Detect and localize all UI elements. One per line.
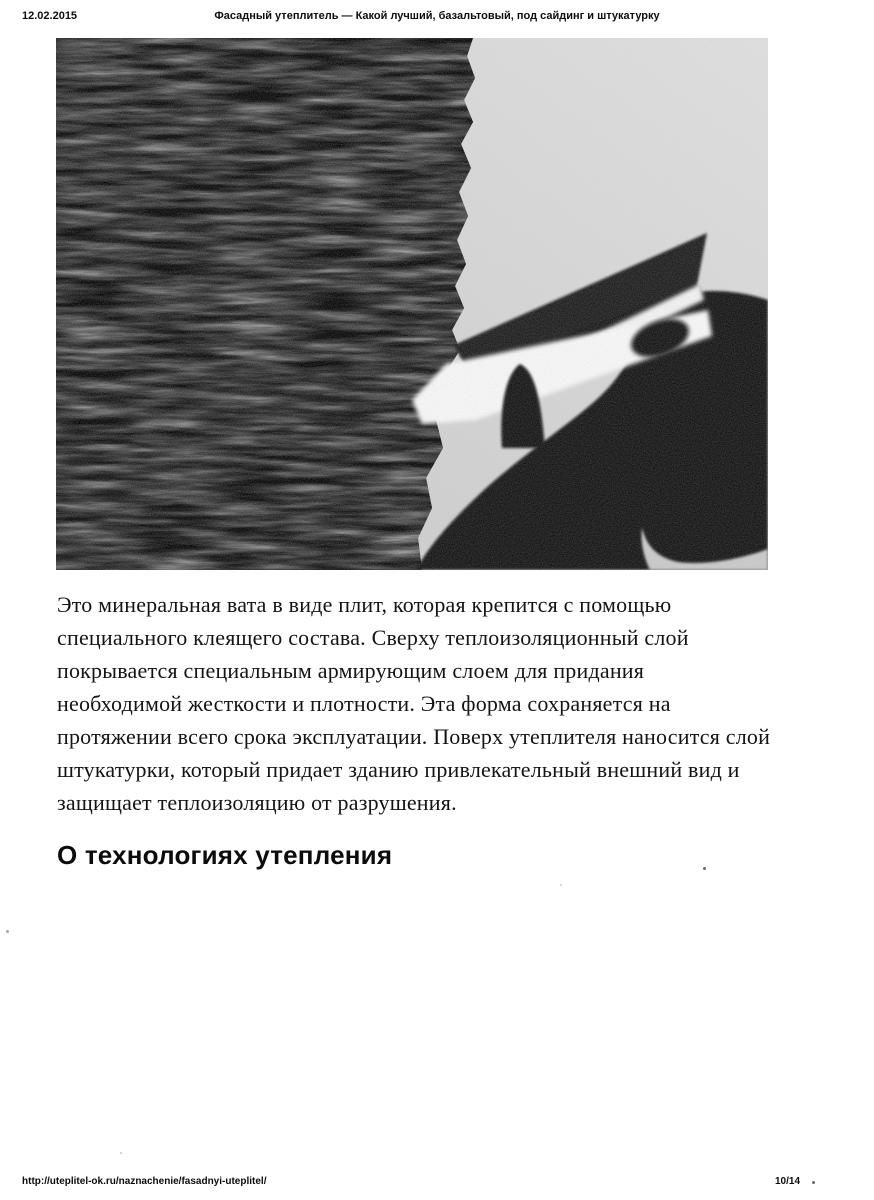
page-title: Фасадный утеплитель — Какой лучший, базальтовый, под сайдинг и штукатурку: [214, 10, 660, 22]
scan-speck: [120, 1152, 122, 1154]
scan-speck: [812, 1181, 815, 1184]
source-url: http://uteplitel-ok.ru/naznachenie/fasadnyi-uteplitel/: [22, 1176, 267, 1187]
paragraph-line: протяжении всего срока эксплуатации. Поверх утеплителя наносится слой: [57, 724, 771, 749]
scan-speck: [560, 884, 562, 886]
paragraph-line: специального клеящего состава. Сверху теплоизоляционный слой: [57, 625, 689, 650]
section-heading: О технологиях утепления: [57, 840, 393, 870]
article-paragraph: [57, 588, 817, 819]
paragraph-line: покрывается специальным армирующим слоем для придания: [57, 658, 645, 683]
print-header: [0, 10, 874, 26]
paragraph-line: Это минеральная вата в виде плит, которая крепится с помощью: [57, 592, 672, 617]
plastering-photo-canvas: [56, 38, 768, 570]
paragraph-line: штукатурки, который придает зданию привлекательный внешний вид и: [57, 757, 740, 782]
scan-speck: [703, 867, 706, 870]
article-photo: [56, 38, 768, 570]
page-number: 10/14: [775, 1176, 801, 1187]
film-grain-overlay: [56, 38, 768, 570]
paragraph-line: необходимой жесткости и плотности. Эта форма сохраняется на: [57, 691, 671, 716]
print-date: 12.02.2015: [22, 10, 78, 22]
paragraph-line: защищает теплоизоляцию от разрушения.: [57, 790, 457, 815]
scan-speck: [6, 930, 9, 933]
print-footer: [0, 1176, 874, 1192]
